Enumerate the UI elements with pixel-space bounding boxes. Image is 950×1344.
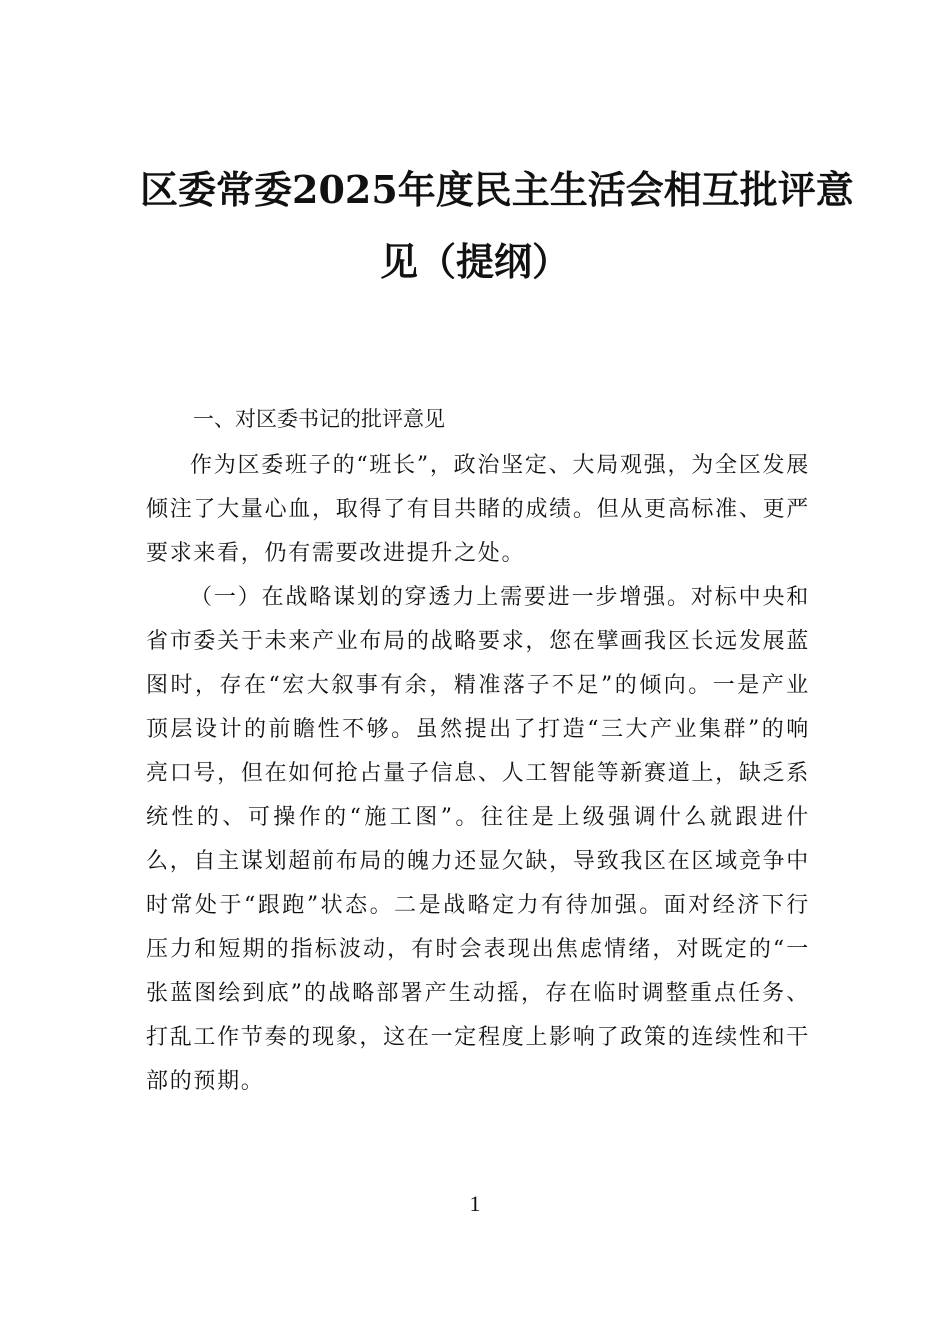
- paragraph-strategy: （一）在战略谋划的穿透力上需要进一步增强。对标中央和省市委关于未来产业布局的战略要求，您在擘画我区长远发展蓝图时，存在“宏大叙事有余，精准落子不足”的倾向。一是产业顶层设计的前瞻性不够。虽然提出了打造“三大产业集群”的响亮口号，但在如何抢占量子信息、人工智能等新赛道上，缺乏系统性的、可操作的“施工图”。往往是上级强调什么就跟进什么，自主谋划超前布局的魄力还显欠缺，导致我区在区域竞争中时常处于“跟跑”状态。二是战略定力有待加强。面对经济下行压力和短期的指标波动，有时会表现出焦虑情绪，对既定的“一张蓝图绘到底”的战略部署产生动摇，存在临时调整重点任务、打乱工作节奏的现象，这在一定程度上影响了政策的连续性和干部的预期。: [146, 585, 810, 1094]
- document-title-line-2: 见（提纲）: [379, 239, 570, 284]
- page-number: 1: [469, 1191, 481, 1216]
- section-heading: 一、对区委书记的批评意见: [193, 407, 445, 431]
- paragraph-intro: 作为区委班子的“班长”，政治坚定、大局观强，为全区发展倾注了大量心血，取得了有目共睹的成绩。但从更高标准、更严要求来看，仍有需要改进提升之处。: [146, 453, 810, 566]
- document-title-line-1: 区委常委2025年度民主生活会相互批评意: [140, 167, 854, 212]
